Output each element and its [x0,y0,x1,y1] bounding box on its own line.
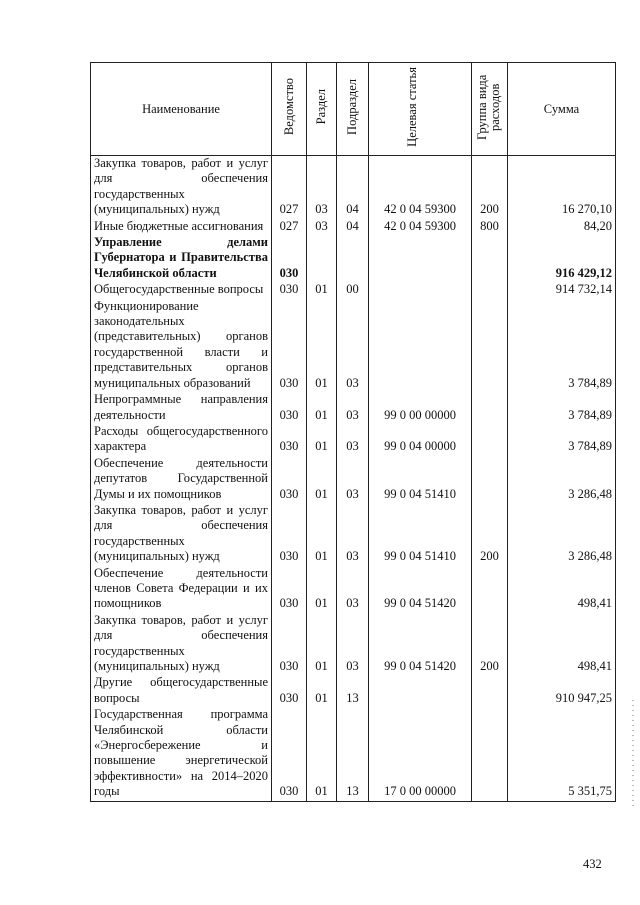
table-row [91,707,616,801]
budget-table [90,62,616,802]
cell-name: Закупка товаров, работ и услуг для обеспечения государственных (муниципальных) нужд [91,503,272,566]
cell-cel: 99 0 04 51410 [369,503,472,566]
header-grp: Группа вида расходов [472,63,508,156]
cell-name: Функционирование законодательных (представительных) органов государственной власти и представительных органов муниципальных образований [91,299,272,392]
cell-sum: 3 286,48 [508,503,616,566]
margin-marks [632,700,634,810]
cell-cel [369,299,472,392]
cell-grp [472,566,508,613]
cell-cel [369,235,472,282]
cell-name: Закупка товаров, работ и услуг для обеспечения государственных (муниципальных) нужд [91,156,272,219]
cell-sum: 3 784,89 [508,424,616,456]
cell-sum: 3 286,48 [508,456,616,503]
cell-ved: 030 [272,707,307,801]
cell-podr: 00 [337,282,369,298]
cell-podr: 13 [337,675,369,707]
cell-grp: 200 [472,156,508,219]
cell-razd: 01 [307,675,337,707]
page-number: 432 [583,857,602,871]
cell-sum: 914 732,14 [508,282,616,298]
cell-ved: 027 [272,219,307,235]
cell-ved: 030 [272,282,307,298]
cell-ved: 030 [272,456,307,503]
cell-name: Непрограммные направления деятельности [91,392,272,424]
cell-podr: 03 [337,392,369,424]
table-header-row [91,63,616,156]
cell-cel: 99 0 04 00000 [369,424,472,456]
cell-name: Закупка товаров, работ и услуг для обеспечения государственных (муниципальных) нужд [91,613,272,676]
cell-podr: 13 [337,707,369,801]
table-row [91,613,616,676]
cell-razd: 01 [307,282,337,298]
cell-podr: 03 [337,456,369,503]
cell-sum: 16 270,10 [508,156,616,219]
cell-ved: 030 [272,503,307,566]
cell-grp [472,424,508,456]
cell-cel: 17 0 00 00000 [369,707,472,801]
cell-ved: 030 [272,566,307,613]
cell-grp [472,392,508,424]
cell-podr: 03 [337,503,369,566]
cell-ved: 030 [272,392,307,424]
cell-grp [472,707,508,801]
cell-cel [369,675,472,707]
cell-cel: 42 0 04 59300 [369,219,472,235]
cell-sum: 3 784,89 [508,299,616,392]
cell-name: Общегосударственные вопросы [91,282,272,298]
header-cel: Целевая статья [369,63,472,156]
table-row [91,566,616,613]
cell-name: Управление делами Губернатора и Правительства Челябинской области [91,235,272,282]
cell-name: Обеспечение деятельности депутатов Государственной Думы и их помощников [91,456,272,503]
table-body [91,156,616,802]
cell-ved: 030 [272,613,307,676]
cell-podr: 04 [337,156,369,219]
cell-grp [472,299,508,392]
cell-cel [369,282,472,298]
cell-podr [337,235,369,282]
cell-grp [472,675,508,707]
cell-grp: 200 [472,613,508,676]
cell-razd: 01 [307,456,337,503]
cell-cel: 99 0 04 51420 [369,613,472,676]
cell-podr: 03 [337,613,369,676]
cell-ved: 030 [272,424,307,456]
cell-podr: 04 [337,219,369,235]
cell-ved: 030 [272,235,307,282]
cell-razd: 01 [307,424,337,456]
table-row [91,675,616,707]
header-sum: Сумма [508,63,616,156]
cell-grp [472,235,508,282]
cell-grp [472,456,508,503]
cell-cel: 99 0 04 51410 [369,456,472,503]
cell-cel: 42 0 04 59300 [369,156,472,219]
table-row [91,424,616,456]
cell-sum: 498,41 [508,566,616,613]
cell-razd: 01 [307,566,337,613]
cell-razd: 01 [307,299,337,392]
table-row [91,282,616,298]
cell-cel: 99 0 04 51420 [369,566,472,613]
cell-razd: 01 [307,707,337,801]
cell-name: Обеспечение деятельности членов Совета Федерации и их помощников [91,566,272,613]
cell-grp [472,282,508,298]
cell-name: Государственная программа Челябинской области «Энергосбережение и повышение энергетической эффективности» на 2014–2020 годы [91,707,272,801]
table-row [91,392,616,424]
cell-name: Другие общегосударственные вопросы [91,675,272,707]
cell-razd: 03 [307,219,337,235]
cell-sum: 916 429,12 [508,235,616,282]
cell-cel: 99 0 00 00000 [369,392,472,424]
cell-ved: 027 [272,156,307,219]
cell-sum: 3 784,89 [508,392,616,424]
table-row [91,299,616,392]
header-ved: Ведомство [272,63,307,156]
header-razd: Раздел [307,63,337,156]
cell-sum: 84,20 [508,219,616,235]
cell-razd: 01 [307,613,337,676]
header-name: Наименование [91,63,272,156]
table-row [91,156,616,219]
table-row [91,456,616,503]
cell-razd: 03 [307,156,337,219]
cell-ved: 030 [272,299,307,392]
cell-razd: 01 [307,392,337,424]
cell-razd [307,235,337,282]
table-row [91,235,616,282]
cell-grp: 200 [472,503,508,566]
cell-podr: 03 [337,566,369,613]
cell-name: Иные бюджетные ассигнования [91,219,272,235]
cell-sum: 910 947,25 [508,675,616,707]
cell-sum: 498,41 [508,613,616,676]
cell-grp: 800 [472,219,508,235]
cell-sum: 5 351,75 [508,707,616,801]
cell-podr: 03 [337,299,369,392]
cell-razd: 01 [307,503,337,566]
table-row [91,503,616,566]
cell-ved: 030 [272,675,307,707]
table-row [91,219,616,235]
header-podr: Подраздел [337,63,369,156]
cell-name: Расходы общегосударственного характера [91,424,272,456]
cell-podr: 03 [337,424,369,456]
